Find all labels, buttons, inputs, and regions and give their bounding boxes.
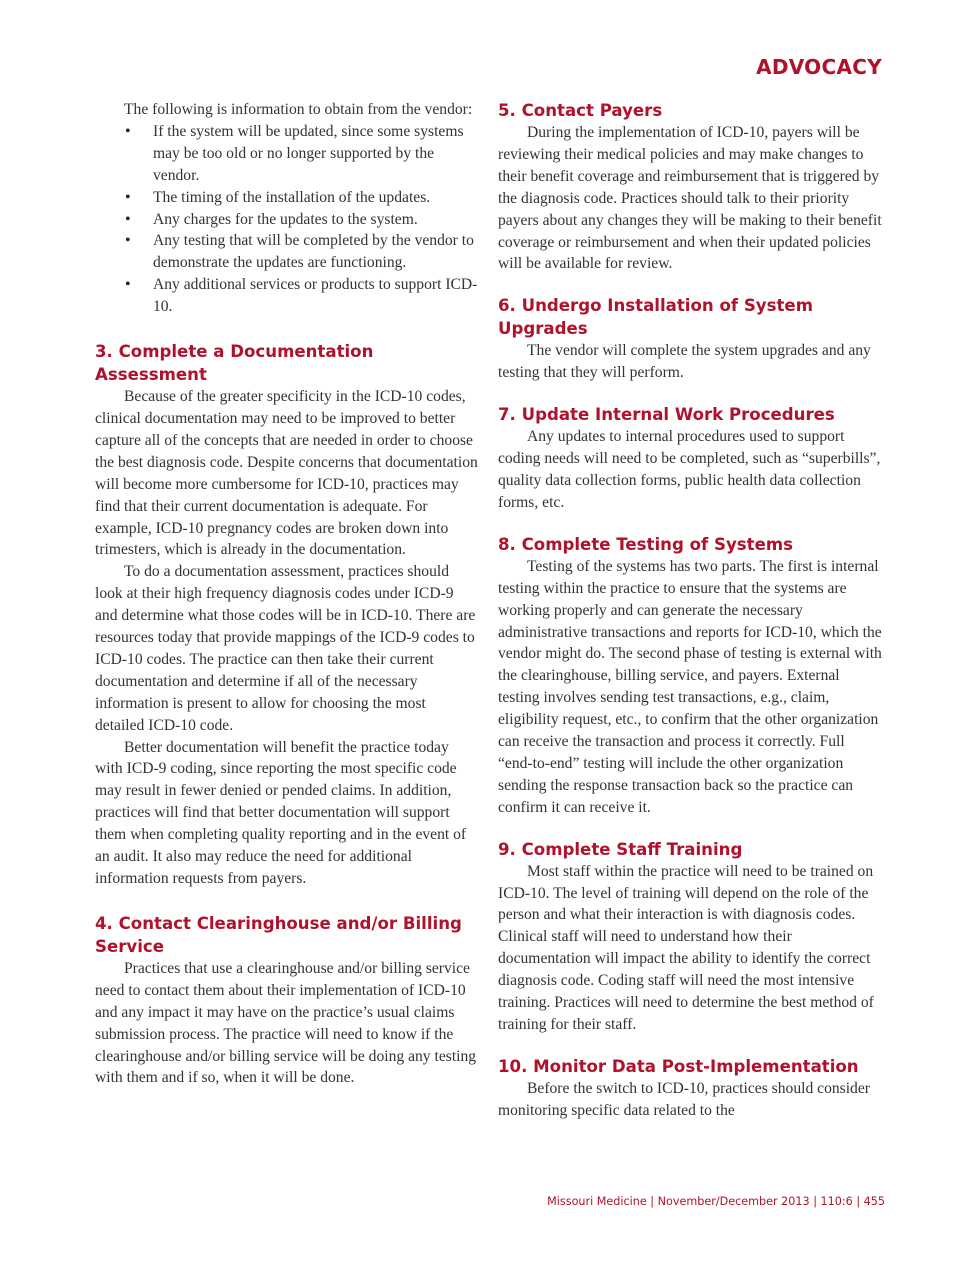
section-7-heading: 7. Update Internal Work Procedures: [498, 405, 835, 425]
list-item: • If the system will be updated, since some systems may be too old or no longer supported by the vendor.: [153, 121, 479, 187]
section-tag: ADVOCACY: [756, 55, 882, 79]
section-7-paragraph: Any updates to internal procedures used to support coding needs will need to be completed, such as “superbills”, quality data collection forms, public health data collection forms, etc.: [498, 428, 881, 511]
section-10-paragraph: Before the switch to ICD-10, practices should consider monitoring specific data related to the: [498, 1079, 870, 1119]
section-8-heading: 8. Complete Testing of Systems: [498, 534, 794, 554]
section-4-heading: 4. Contact Clearinghouse and/or Billing Service: [95, 913, 462, 956]
section-9-paragraph: Most staff within the practice will need to be trained on ICD-10. The level of training will depend on the role of the person and what their interaction is with diagnosis codes. Clinical staff will need to understand how their documentation will impact the ability to identify the correct diagnosis code. Coding staff will need the most intensive training. Practices will need to determine the best method of training for their staff.: [498, 862, 874, 1033]
section-8-paragraph: Testing of the systems has two parts. The first is internal testing within the practice to ensure that the systems are working properly and can generate the necessary administrative transactions and reports for ICD-10, which the vendor might do. The second phase of testing is external with the clearinghouse, billing service, and payers. External testing involves sending test transactions, e.g., claim, eligibility request, etc., to confirm that the other organization can receive the transaction and process it correctly. Full “end-to-end” testing will include the other organization sending the response transaction back so the practice can confirm it can receive it.: [498, 557, 882, 816]
section-4-paragraph: Practices that use a clearinghouse and/or billing service need to contact them about their implementation of ICD-10 and any impact it may have on the practice’s usual claims submission process. The practice will need to know if the clearinghouse and/or billing service will be doing any testing with them and if so, when it will be done.: [95, 959, 477, 1087]
section-10-heading: 10. Monitor Data Post-Implementation: [498, 1056, 859, 1076]
section-3-paragraph: To do a documentation assessment, practices should look at their high frequency diagnosis codes under ICD-9 and determine what those codes will be in ICD-10. There are resources today that provide mappings of the ICD-9 codes to ICD-10 codes. The practice can then take their current documentation and determine if all of the necessary information is present to allow for choosing the most detailed ICD-10 code.: [95, 563, 476, 734]
page-footer: Missouri Medicine | November/December 2013 | 110:6 | 455: [547, 1195, 885, 1208]
section-9-heading: 9. Complete Staff Training: [498, 839, 743, 859]
section-3-paragraph: Better documentation will benefit the practice today with ICD-9 coding, since reporting the most specific code may result in fewer denied or pended claims. In addition, practices will find that better documentation will support them when completing quality reporting and in the event of an audit. It also may reduce the need for additional information requests from payers.: [95, 738, 467, 887]
section-3-heading: 3. Complete a Documentation Assessment: [95, 342, 374, 385]
list-item: • The timing of the installation of the updates.: [153, 187, 479, 209]
section-6-paragraph: The vendor will complete the system upgrades and any testing that they will perform.: [498, 342, 871, 382]
section-6-heading: 6. Undergo Installation of System Upgrades: [498, 296, 813, 339]
list-item: • Any additional services or products to support ICD-10.: [153, 274, 479, 318]
right-column: [498, 99, 882, 1122]
list-item: • Any testing that will be completed by the vendor to demonstrate the updates are functioning.: [153, 230, 479, 274]
vendor-info-list: [95, 121, 479, 318]
list-item: • Any charges for the updates to the system.: [153, 209, 479, 231]
section-5-paragraph: During the implementation of ICD-10, payers will be reviewing their medical policies and may make changes to their benefit coverage and reimbursement that is triggered by the diagnosis code. Practices should talk to their priority payers about any changes they will be making to their benefit coverage or reimbursement and when their updated policies will be available for review.: [498, 124, 882, 273]
vendor-intro: The following is information to obtain from the vendor:: [124, 101, 473, 118]
section-5-heading: 5. Contact Payers: [498, 101, 663, 120]
left-column: [95, 99, 479, 1089]
section-3-paragraph: Because of the greater specificity in the ICD-10 codes, clinical documentation may need to be improved to better capture all of the concepts that are needed in order to choose the best diagnosis code. Despite concerns that documentation will become more cumbersome for ICD-10, practices may find that their current documentation is adequate. For example, ICD-10 pregnancy codes are broken down into trimesters, which is already in the documentation.: [95, 388, 478, 559]
